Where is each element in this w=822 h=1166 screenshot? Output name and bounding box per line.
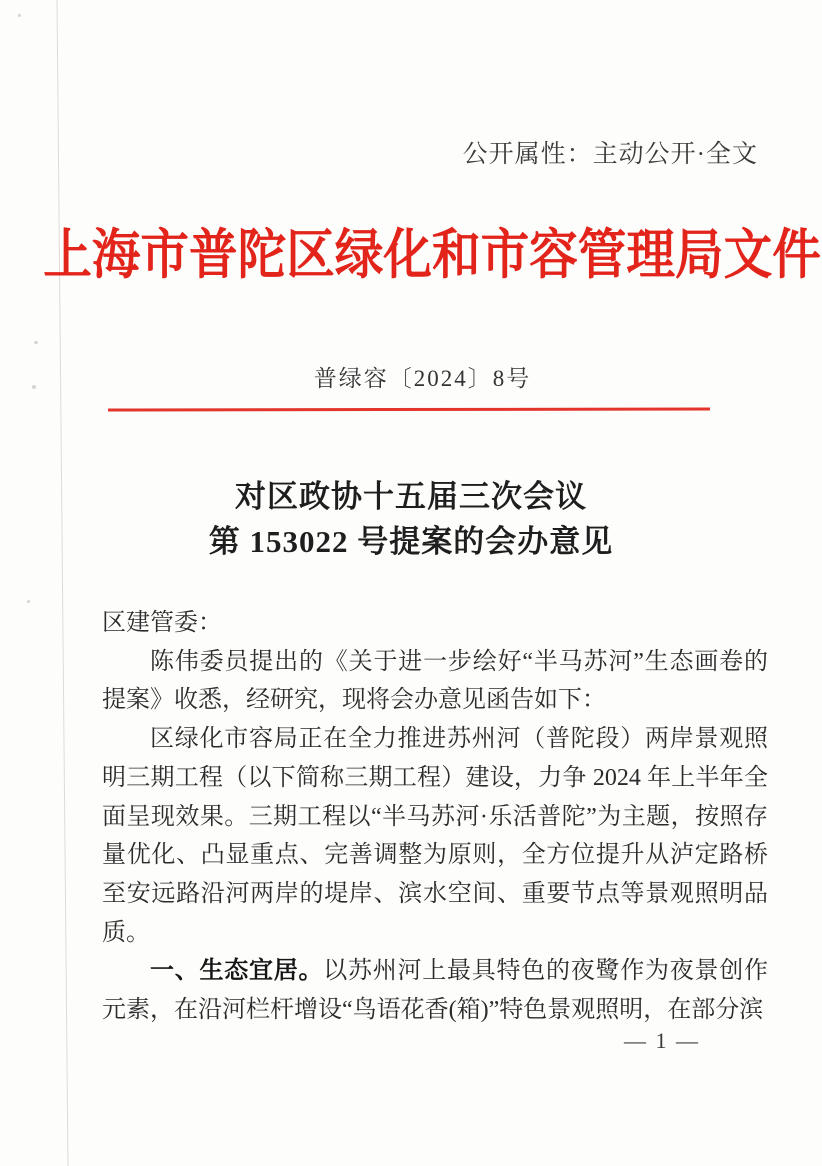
agency-letterhead-title — [0, 225, 822, 285]
salutation: 区建管委： — [102, 610, 222, 636]
publicity-attribute-label: 公开属性：主动公开·全文 — [462, 141, 758, 168]
scan-paper-edge-line — [56, 0, 68, 1166]
red-divider-line — [108, 407, 710, 411]
paragraph-1: 陈伟委员提出的《关于进一步绘好“半马苏河”生态画卷的提案》收悉，经研究，现将会办意见函告如下： — [102, 648, 768, 714]
scan-artifact-speck — [18, 14, 21, 17]
document-title — [0, 474, 822, 564]
agency-letterhead-text: 上海市普陀区绿化和市容管理局文件 — [43, 225, 821, 285]
page-number — [0, 1028, 766, 1054]
document-title-line2: 第 153022 号提案的会办意见 — [208, 524, 614, 559]
paragraph-2: 区绿化市容局正在全力推进苏州河（普陀段）两岸景观照明三期工程（以下简称三期工程）建设，力争 2024 年上半年全面呈现效果。三期工程以“半马苏河·乐活普陀”为主题，按照存量优化、凸显重点、完善调整为原则，全方位提升从泸定路桥至安远路沿河两岸的堤岸、滨水空间、重要节点等景观照明品质。 — [102, 726, 768, 946]
document-title-line1: 对区政协十五届三次会议 — [235, 479, 587, 514]
document-body — [102, 604, 768, 1030]
paragraph-3 — [102, 952, 768, 1029]
paragraph-3-text: 以苏州河上最具特色的夜鹭作为夜景创作元素，在沿河栏杆增设“鸟语花香(箱)”特色景观照明，在部分滨 — [102, 958, 768, 1024]
document-number: 普绿容〔2024〕8号 — [313, 366, 532, 391]
paragraph-3-lead: 一、生态宜居。 — [150, 958, 324, 985]
page-number-text: — 1 — — [624, 1028, 700, 1053]
scan-artifact-speck — [27, 600, 30, 603]
scan-artifact-speck — [34, 341, 38, 344]
